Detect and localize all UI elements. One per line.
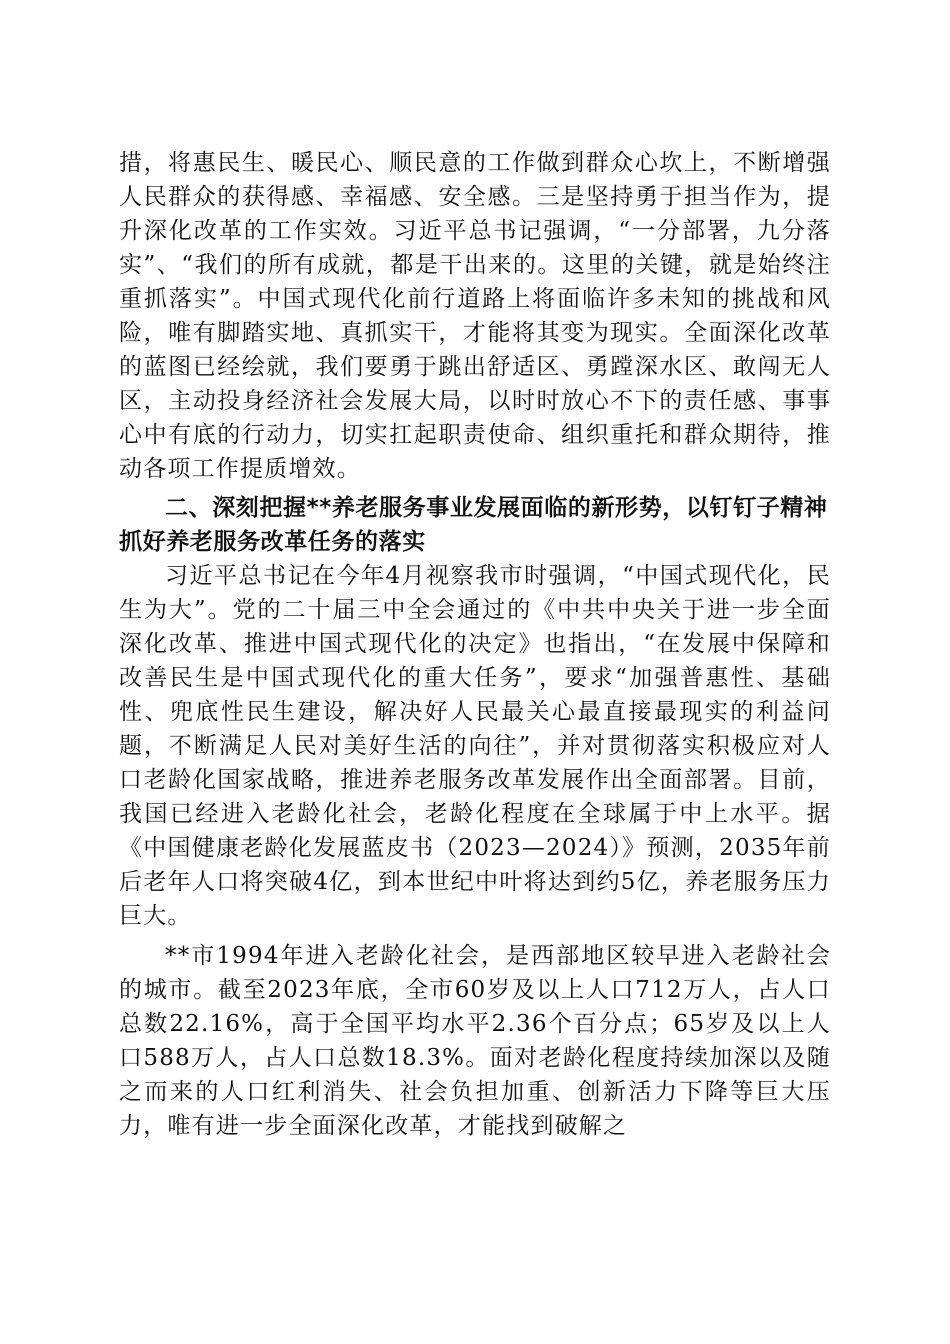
- body-paragraph: **市1994年进入老龄化社会，是西部地区较早进入老龄社会的城市。截至2023年底，全市60岁及以上人口712万人，占人口总数22.16%，高于全国平均水平2.36个百分点；65岁及以上人口588万人，占人口总数18.3%。面对老龄化程度持续加深以及随之而来的人口红利消失、社会负担加重、创新活力下降等巨大压力，唯有进一步全面深化改革，才能找到破解之: [119, 943, 831, 1139]
- document-page: [119, 146, 831, 1143]
- section-heading: 二、深刻把握**养老服务事业发展面临的新形势，以钉钉子精神抓好养老服务改革任务的落实: [119, 495, 828, 555]
- body-paragraph: 习近平总书记在今年4月视察我市时强调，“中国式现代化，民生为大”。党的二十届三中全会通过的《中共中央关于进一步全面深化改革、推进中国式现代化的决定》也指出，“在发展中保障和改善民生是中国式现代化的重大任务”，要求“加强普惠性、基础性、兜底性民生建设，解决好人民最关心最直接最现实的利益问题，不断满足人民对美好生活的向往”，并对贯彻落实积极应对人口老龄化国家战略，推进养老服务改革发展作出全面部署。目前，我国已经进入老龄化社会，老龄化程度在全球属于中上水平。据《中国健康老龄化发展蓝皮书（2023—2024）》预测，2035年前后老年人口将突破4亿，到本世纪中叶将达到约5亿，养老服务压力巨大。: [119, 563, 831, 929]
- body-paragraph-continued: 措，将惠民生、暖民心、顺民意的工作做到群众心坎上，不断增强人民群众的获得感、幸福感、安全感。三是坚持勇于担当作为，提升深化改革的工作实效。习近平总书记强调，“一分部署，九分落实”、“我们的所有成就，都是干出来的。这里的关键，就是始终注重抓落实”。中国式现代化前行道路上将面临许多未知的挑战和风险，唯有脚踏实地、真抓实干，才能将其变为现实。全面深化改革的蓝图已经绘就，我们要勇于跳出舒适区、勇蹚深水区、敢闯无人区，主动投身经济社会发展大局，以时时放心不下的责任感、事事心中有底的行动力，切实扛起职责使命、组织重托和群众期待，推动各项工作提质增效。: [119, 150, 831, 482]
